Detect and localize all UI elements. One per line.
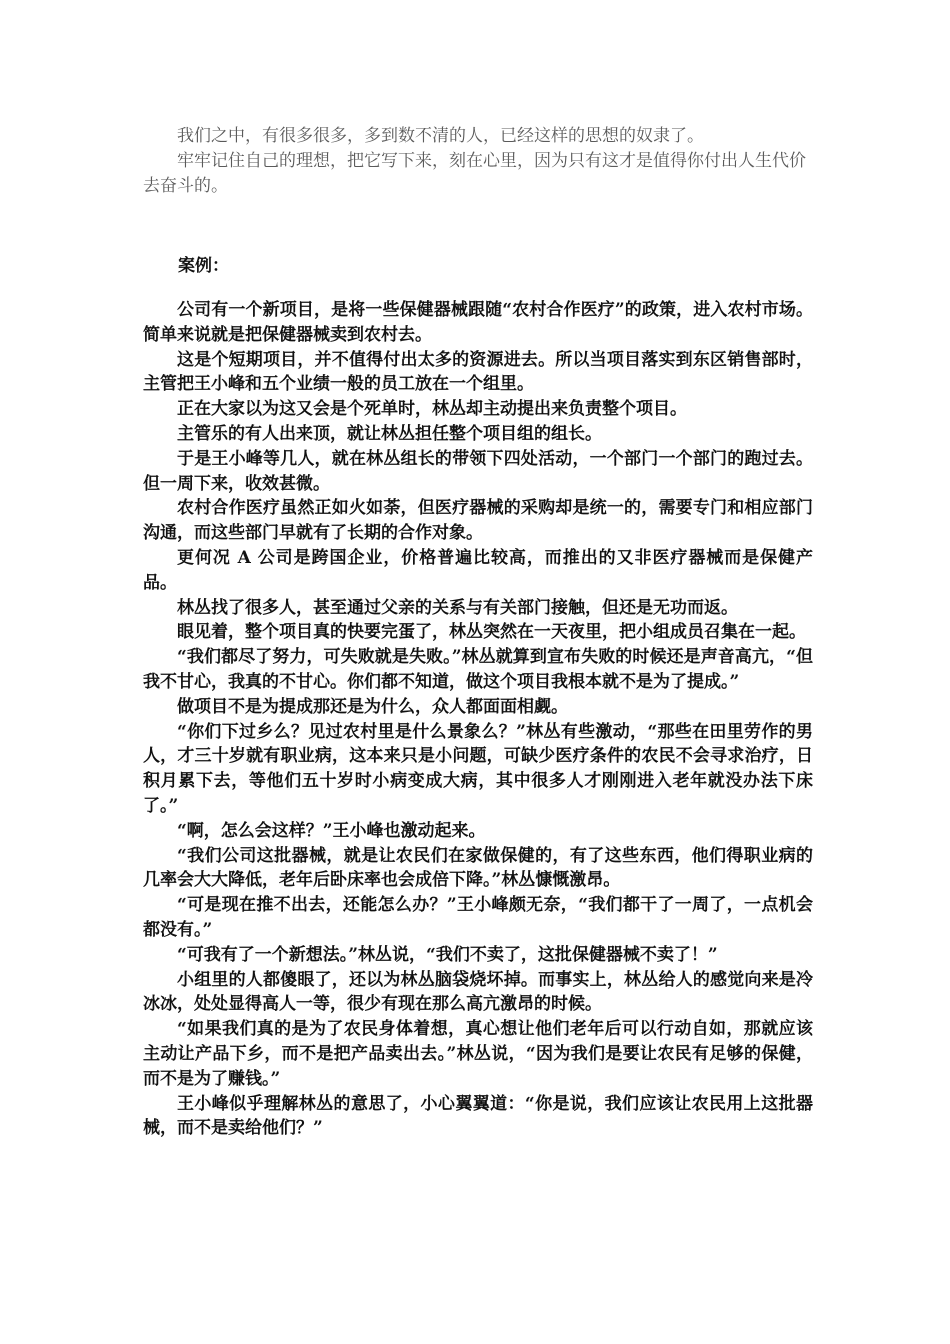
case-paragraph: 农村合作医疗虽然正如火如荼，但医疗器械的采购却是统一的，需要专门和相应部门沟通，而这些部门早就有了长期的合作对象。 (143, 498, 813, 544)
intro-paragraph: 我们之中，有很多很多，多到数不清的人，已经这样的思想的奴隶了。 (177, 126, 704, 146)
case-paragraph: “我们都尽了努力，可失败就是失败。”林丛就算到宣布失败的时候还是声音高亢，“但我不甘心，我真的不甘心。你们都不知道，做这个项目我根本就不是为了提成。” (143, 647, 813, 692)
case-paragraph: “可我有了一个新想法。”林丛说，“我们不卖了，这批保健器械不卖了！” (177, 944, 718, 965)
case-paragraph: 正在大家以为这又会是个死单时，林丛却主动提出来负责整个项目。 (177, 399, 687, 420)
case-paragraph: “如果我们真的是为了农民身体着想，真心想让他们老年后可以行动自如，那就应该主动让产品下乡，而不是把产品卖出去。”林丛说，“因为我们是要让农民有足够的保健，而不是为了赚钱。” (143, 1019, 813, 1089)
case-paragraph: “啊，怎么会这样？”王小峰也激动起来。 (177, 820, 486, 841)
case-paragraph: 主管乐的有人出来顶，就让林丛担任整个项目组的组长。 (177, 423, 602, 444)
case-body (143, 298, 813, 1141)
case-paragraph: 于是王小峰等几人，就在林丛组长的带领下四处活动，一个部门一个部门的跑过去。但一周下来，收效甚微。 (143, 448, 813, 494)
case-paragraph: “你们下过乡么？见过农村里是什么景象么？”林丛有些激动，“那些在田里劳作的男人，才三十岁就有职业病，这本来只是小问题，可缺少医疗条件的农民不会寻求治疗，日积月累下去，等他们五十岁时小病变成大病，其中很多人才刚刚进入老年就没办法下床了。” (143, 721, 813, 816)
case-paragraph: 王小峰似乎理解林丛的意思了，小心翼翼道：“你是说，我们应该让农民用上这批器械，而不是卖给他们？” (143, 1093, 813, 1139)
case-paragraph: 眼见着，整个项目真的快要完蛋了，林丛突然在一天夜里，把小组成员召集在一起。 (177, 622, 806, 643)
intro-section (143, 124, 813, 199)
case-paragraph: 公司有一个新项目，是将一些保健器械跟随“农村合作医疗”的政策，进入农村市场。简单来说就是把保健器械卖到农村去。 (143, 300, 813, 345)
case-paragraph: 做项目不是为提成那还是为什么，众人都面面相觑。 (177, 696, 568, 717)
case-paragraph: 小组里的人都傻眼了，还以为林丛脑袋烧坏掉。而事实上，林丛给人的感觉向来是冷冰冰，处处显得高人一等，很少有现在那么高亢激昂的时候。 (143, 969, 813, 1015)
case-paragraph: 林丛找了很多人，甚至通过父亲的关系与有关部门接触，但还是无功而返。 (177, 597, 738, 618)
case-paragraph: 更何况 A 公司是跨国企业，价格普遍比较高，而推出的又非医疗器械而是保健产品。 (143, 547, 813, 593)
case-heading: 案例： (178, 256, 229, 276)
case-paragraph: “可是现在推不出去，还能怎么办？”王小峰颇无奈，“我们都干了一周了，一点机会都没有。” (143, 895, 813, 940)
intro-paragraph: 牢牢记住自己的理想，把它写下来，刻在心里，因为只有这才是值得你付出人生代价去奋斗的。 (143, 151, 806, 196)
case-paragraph: 这是个短期项目，并不值得付出太多的资源进去。所以当项目落实到东区销售部时，主管把王小峰和五个业绩一般的员工放在一个组里。 (143, 349, 813, 395)
case-paragraph: “我们公司这批器械，就是让农民们在家做保健的，有了这些东西，他们得职业病的几率会大大降低，老年后卧床率也会成倍下降。”林丛慷慨激昂。 (143, 845, 813, 891)
